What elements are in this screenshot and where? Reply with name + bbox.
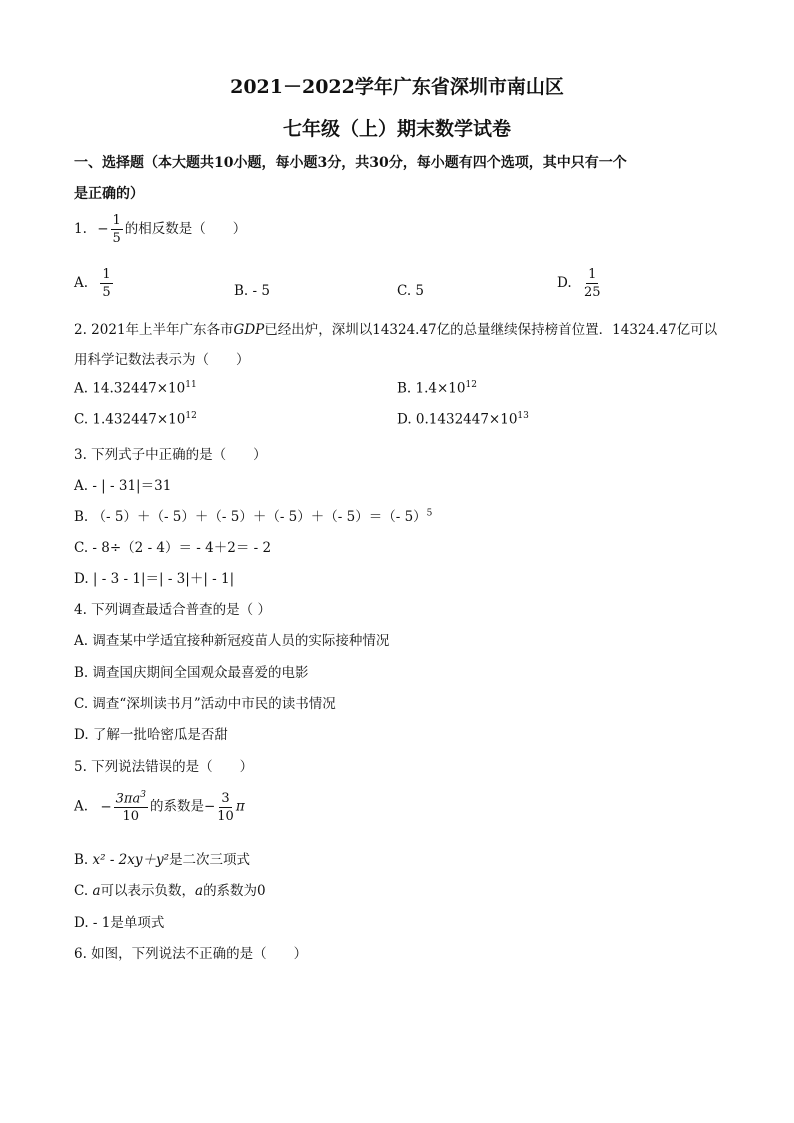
frac-denominator: 10 xyxy=(217,808,234,824)
q5-option-d: D. - 1是单项式 xyxy=(74,915,165,931)
q4-option-c: C. 调查“深圳读书月”活动中市民的读书情况 xyxy=(74,696,336,712)
fraction-one-fifth xyxy=(100,268,112,299)
pi-symbol: π xyxy=(235,798,245,815)
question-2-stem-cont: 用科学记数法表示为（ ） xyxy=(74,352,250,368)
option-text: C. 1.432447×10 xyxy=(74,411,186,428)
q2-text-pre: 2. 2021年上半年广东各市 xyxy=(74,322,234,338)
exponent: 3 xyxy=(140,790,146,800)
frac-numerator: 1 xyxy=(588,267,597,282)
option-text: 是二次三项式 xyxy=(169,852,251,868)
frac-denominator: 5 xyxy=(112,231,121,246)
exam-title-line1: 2021－2022学年广东省深圳市南山区 xyxy=(230,76,564,98)
numerator-text: 3πa xyxy=(115,791,141,807)
q2-option-a xyxy=(74,380,197,397)
fraction-3pia3-over-10 xyxy=(114,791,148,823)
minus-sign: − xyxy=(100,798,112,815)
exponent: 5 xyxy=(426,508,433,519)
q2-option-c xyxy=(74,411,197,428)
frac-denominator: 25 xyxy=(583,285,601,300)
question-1-stem xyxy=(74,214,246,245)
q3-option-b xyxy=(74,505,432,525)
option-label: D. xyxy=(557,275,572,291)
minus-sign: − xyxy=(97,221,109,237)
fraction-3-over-10 xyxy=(217,792,234,823)
frac-numerator: 1 xyxy=(102,267,111,282)
fraction-neg-one-fifth xyxy=(111,214,123,245)
q2-text-post: 已经出炉，深圳以14324.47亿的总量继续保持榜首位置．14324.47亿可以 xyxy=(264,322,718,338)
option-text: 的系数为0 xyxy=(203,883,266,899)
option-text: D. 0.1432447×10 xyxy=(397,411,518,428)
option-text: B. （- 5）＋（- 5）＋（- 5）＋（- 5）＋（- 5）＝（- 5） xyxy=(74,509,427,525)
question-6-stem: 6. 如图，下列说法不正确的是（ ） xyxy=(74,946,308,962)
section1-heading-cont: 是正确的） xyxy=(74,186,144,202)
q3-option-c: C. - 8÷（2 - 4）＝ - 4＋2＝ - 2 xyxy=(74,540,272,556)
option-text: A. 14.32447×10 xyxy=(74,380,186,397)
option-label: C. xyxy=(74,883,89,899)
option-text: 的系数是− xyxy=(149,798,216,815)
q4-option-d: D. 了解一批哈密瓜是否甜 xyxy=(74,727,228,743)
frac-denominator: 5 xyxy=(102,285,111,300)
q4-option-a: A. 调查某中学适宜接种新冠疫苗人员的实际接种情况 xyxy=(74,633,390,649)
option-text: 可以表示负数， xyxy=(100,883,195,899)
question-2-stem xyxy=(74,318,717,338)
variable-a: a xyxy=(195,883,204,899)
fraction-one-twentyfifth xyxy=(584,268,601,299)
q2-option-d xyxy=(397,411,529,428)
question-text: 的相反数是（ ） xyxy=(124,221,247,237)
exponent: 12 xyxy=(185,411,197,421)
option-label: A. xyxy=(74,275,89,291)
variable-a: a xyxy=(92,883,101,899)
q2-gdp: GDP xyxy=(233,322,265,338)
q1-option-b: B. - 5 xyxy=(234,283,270,299)
q2-option-b xyxy=(397,380,477,397)
frac-numerator: 3 xyxy=(221,790,230,806)
option-label: B. xyxy=(74,852,89,868)
question-number: 1. xyxy=(74,221,87,237)
frac-numerator: 1 xyxy=(112,213,121,228)
exponent: 13 xyxy=(517,411,529,421)
q3-option-a: A. - | - 31|＝31 xyxy=(74,478,172,494)
q1-option-a xyxy=(74,268,115,299)
expression: x² - 2xy＋y² xyxy=(92,852,170,868)
q3-option-d: D. | - 3 - 1|＝| - 3|＋| - 1| xyxy=(74,571,235,587)
exponent: 12 xyxy=(465,380,477,390)
option-label: A. xyxy=(74,798,89,815)
question-5-stem: 5. 下列说法错误的是（ ） xyxy=(74,759,254,775)
exponent: 11 xyxy=(185,380,197,390)
option-text: B. 1.4×10 xyxy=(397,380,466,397)
question-4-stem: 4. 下列调查最适合普查的是（ ） xyxy=(74,602,271,618)
q5-option-c xyxy=(74,879,266,899)
q5-option-b xyxy=(74,848,250,868)
q4-option-b: B. 调查国庆期间全国观众最喜爱的电影 xyxy=(74,665,309,681)
q1-option-c: C. 5 xyxy=(397,283,425,299)
exam-title-line2: 七年级（上）期末数学试卷 xyxy=(282,118,511,140)
frac-denominator: 10 xyxy=(122,809,140,825)
frac-numerator xyxy=(114,791,148,808)
question-3-stem: 3. 下列式子中正确的是（ ） xyxy=(74,447,267,463)
q5-option-a xyxy=(74,791,245,823)
section1-heading: 一、选择题（本大题共10小题，每小题3分，共30分，每小题有四个选项，其中只有一个 xyxy=(74,155,627,171)
q1-option-d xyxy=(557,268,602,299)
